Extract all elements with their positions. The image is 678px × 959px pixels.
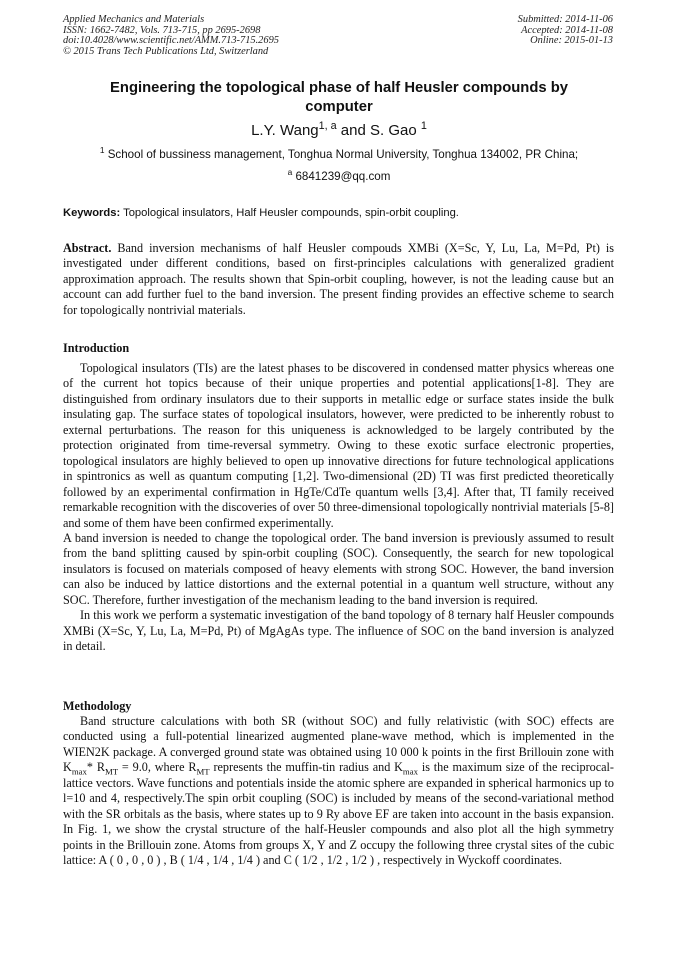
section-heading-introduction: Introduction	[63, 341, 130, 355]
abstract-text: Band inversion mechanisms of half Heusler compouds XMBi (X=Sc, Y, Lu, La, M=Pd, Pt) is investigated under different conditions, based on first-principles calculations with generalized gradient approximation approach. The results shown that Spin-orbit coupling, however, is not the leading cause but an account can add further fuel to the band inversion. The present finding provides an effective scheme to search for topologically nontrivial materials.	[63, 241, 614, 317]
keywords	[63, 206, 623, 220]
keywords-label: Keywords:	[63, 207, 121, 219]
abstract	[63, 241, 614, 318]
journal-header	[63, 15, 279, 57]
abstract-label: Abstract.	[63, 241, 112, 255]
author-email: $^a$ 6841239@qq.com	[287, 167, 391, 183]
journal-name: Applied Mechanics and Materials	[63, 14, 205, 25]
online-date: Online: 2015-01-13	[530, 35, 613, 47]
submitted-date: Submitted: 2014-11-06	[517, 14, 613, 25]
paragraph: In this work we perform a systematic investigation of the band topology of 8 ternary half Heusler compounds XMBi (X=Sc, Y, Lu, La, M=Pd, Pt) of MgAgAs type. The influence of SOC on the band inversion is analyzed in detail.	[63, 608, 614, 654]
dates-header	[518, 15, 613, 47]
author-name: S. Gao	[370, 122, 417, 139]
paper-title: Engineering the topological phase of half Heusler compounds by computer	[110, 80, 568, 115]
paragraph: Topological insulators (TIs) are the latest phases to be discovered in condensed matter physics whereas one of the current hot topics because of their unique properties and potential applications[1-8]. They are distinguished from ordinary insulators due to their supports in metallic edge or surface states inside the bulk insulating gap. The surface states of topological insulators, however, were predicted to be inherently robust to external perturbations. The reason for this uniqueness is acknowledged to be largely contributed by the protection originated from time-reversal symmetry. Owing to these exotic surface electronic properties, topological insulators are highly believed to open up innovative directions for future technological applications in spintronics as well as quantum computing [1,2]. Two-dimensional (2D) TI was first predicted theoretically followed by an experimental confirmation in HgTe/CdTe quantum wells [3,4]. After that, TI family received remarkable recognition with the discoveries of over 50 three-dimensional topologically nontrivial materials [5-8] and some of them have been confirmed experimentally.	[63, 361, 614, 530]
doi-line: doi:10.4028/www.scientific.net/AMM.713-715.2695	[63, 35, 279, 47]
copyright-line: © 2015 Trans Tech Publications Ltd, Switzerland	[63, 45, 269, 57]
author-list: L.Y. Wang$^{1, a}$ and S. Gao $^1$	[251, 120, 427, 139]
introduction-section	[63, 361, 614, 655]
paragraph: Band structure calculations with both SR (without SOC) and fully relativistic (with SOC) effects are conducted using a full-potential linearized augmented plane-wave method, which is implemented in the WIEN2K package. A converged ground state was obtained using 10 000 k points in the first Brillouin zone with $K_{max}*$ $R_{MT} = 9.0$, where $R_{MT}$ represents the muffin-tin radius and $K_{max}$ is the maximum size of the reciprocal-lattice vectors. Wave functions and potentials inside the atomic sphere are expanded in spherical harmonics up to l=10 and 4, respectively.The spin orbit coupling (SOC) is included by means of the second-variational method with the SR orbitals as the basis, where states up to 9 Ry above EF are taken into account in the basis expansion. In Fig. 1, we show the crystal structure of the half-Heusler compounds and also plot all the high symmetry points in the Brillouin zone. Atoms from groups X, Y and Z occupy the following three crystal sites of the cubic lattice: A ( 0 , 0 , 0 ) , B ( 1/4 , 1/4 , 1/4 ) and C ( 1/2 , 1/2 , 1/2 ) , respectively in Wyckoff coordinates.	[63, 714, 614, 868]
accepted-date: Accepted: 2014-11-08	[521, 24, 613, 36]
affiliation: $^1$ School of bussiness management, Tonghua Normal University, Tonghua 134002, PR China;	[99, 145, 579, 161]
keywords-text: Topological insulators, Half Heusler compounds, spin-orbit coupling.	[120, 207, 459, 219]
author-name: L.Y. Wang	[251, 122, 319, 139]
section-heading-methodology: Methodology	[63, 699, 132, 713]
methodology-section	[63, 714, 614, 869]
paragraph: A band inversion is needed to change the topological order. The band inversion is previously assumed to result from the band splitting caused by spin-orbit coupling (SOC). Consequently, the search for new topological insulators is focused on materials composed of heavy elements with strong SOC. However, the band inversion can also be induced by lattice distortions and the external potential in a quantum well structure, without any SOC. Therefore, further investigation of the mechanism leading to the band inversion is required.	[63, 530, 614, 607]
issn-line: ISSN: 1662-7482, Vols. 713-715, pp 2695-2698	[63, 24, 261, 36]
